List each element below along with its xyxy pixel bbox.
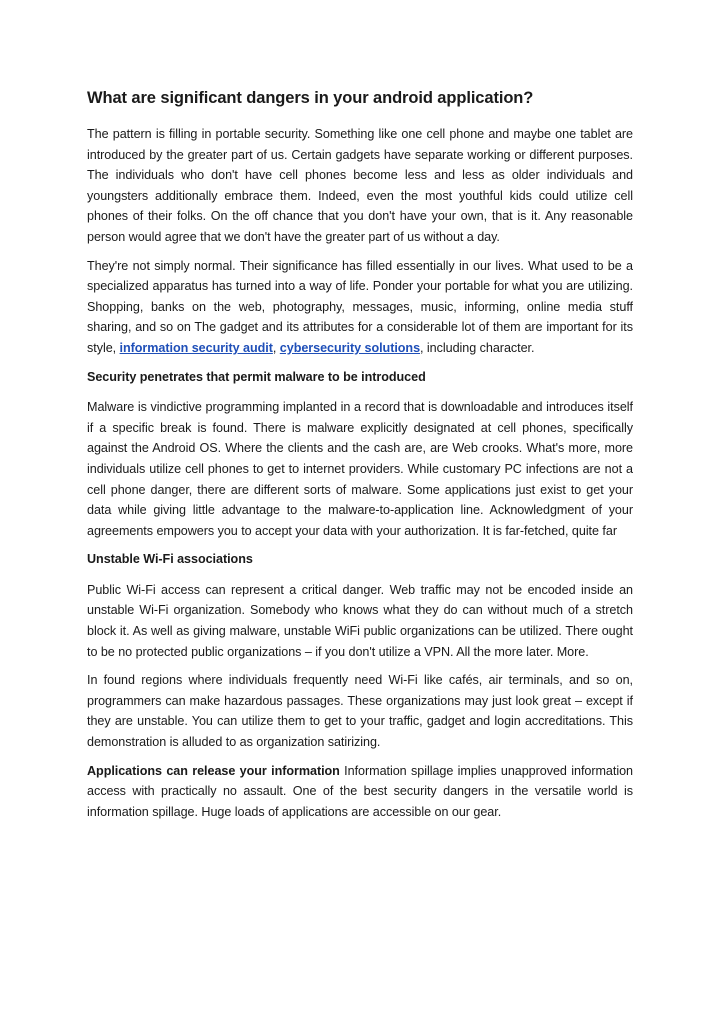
paragraph-data-leakage	[87, 761, 633, 823]
paragraph-significance	[87, 256, 633, 359]
paragraph-public-wifi: Public Wi-Fi access can represent a critical danger. Web traffic may not be encoded inside an unstable Wi-Fi organization. Somebody who knows what they do can without much of a stretch block it. As well as giving malware, unstable WiFi public organizations can be utilized. There ought to be no protected public organizations – if you don't utilize a VPN. All the more later. More.	[87, 582, 633, 659]
document-page	[87, 86, 633, 830]
section-heading-data-leakage: Applications can release your information	[87, 763, 340, 778]
section-heading-malware: Security penetrates that permit malware to be introduced	[87, 369, 426, 384]
page-title: What are significant dangers in your android application?	[87, 89, 534, 107]
link-separator: ,	[272, 340, 280, 355]
paragraph-intro: The pattern is filling in portable security. Something like one cell phone and maybe one tablet are introduced by the greater part of us. Certain gadgets have separate working or different purposes. The individuals who don't have cell phones become less and less as older individuals and youngsters additionally embrace them. Indeed, even the most youthful kids could utilize cell phones of their folks. On the off chance that you don't have your own, that is it. Any reasonable person would agree that we don't have the greater part of us without a day.	[87, 127, 633, 244]
paragraph-significance-end: , including character.	[420, 340, 535, 355]
paragraph-significance-text: They're not simply normal. Their significance has filled essentially in our lives. What used to be a specialized apparatus has turned into a way of life. Ponder your portable for what you are utilizing. Shopping, banks on the web, photography, messages, music, informing, online media stuff sharing, and so on The gadget and its attributes for a considerable lot of them are important for its style,	[87, 258, 633, 355]
link-cybersecurity-solutions[interactable]: cybersecurity solutions	[279, 340, 421, 355]
paragraph-data-leakage-text: Information spillage implies unapproved information access with practically no assault. One of the best security dangers in the versatile world is information spillage. Huge loads of applications are accessible on our gear.	[87, 763, 633, 819]
paragraph-found-regions: In found regions where individuals frequently need Wi-Fi like cafés, air terminals, and so on, programmers can make hazardous passages. These organizations may just look great – except if they are unstable. You can utilize them to get to your traffic, gadget and login accreditations. This demonstration is alluded to as organization satirizing.	[87, 673, 633, 750]
link-information-security-audit[interactable]: information security audit	[119, 340, 273, 355]
section-heading-wifi: Unstable Wi-Fi associations	[87, 552, 253, 567]
paragraph-malware: Malware is vindictive programming implanted in a record that is downloadable and introduces itself if a specific break is found. There is malware explicitly designated at cell phones, specifically against the Android OS. Where the clients and the cash are, are Web crooks. What's more, more individuals utilize cell phones to get to internet providers. While customary PC infections are not a cell phone danger, there are different sorts of malware. Some applications just exist to get your data while giving little advantage to the malware-to-application line. Acknowledgment of your agreements empowers you to accept your data with your authorization. It is far-fetched, quite far	[87, 400, 633, 538]
